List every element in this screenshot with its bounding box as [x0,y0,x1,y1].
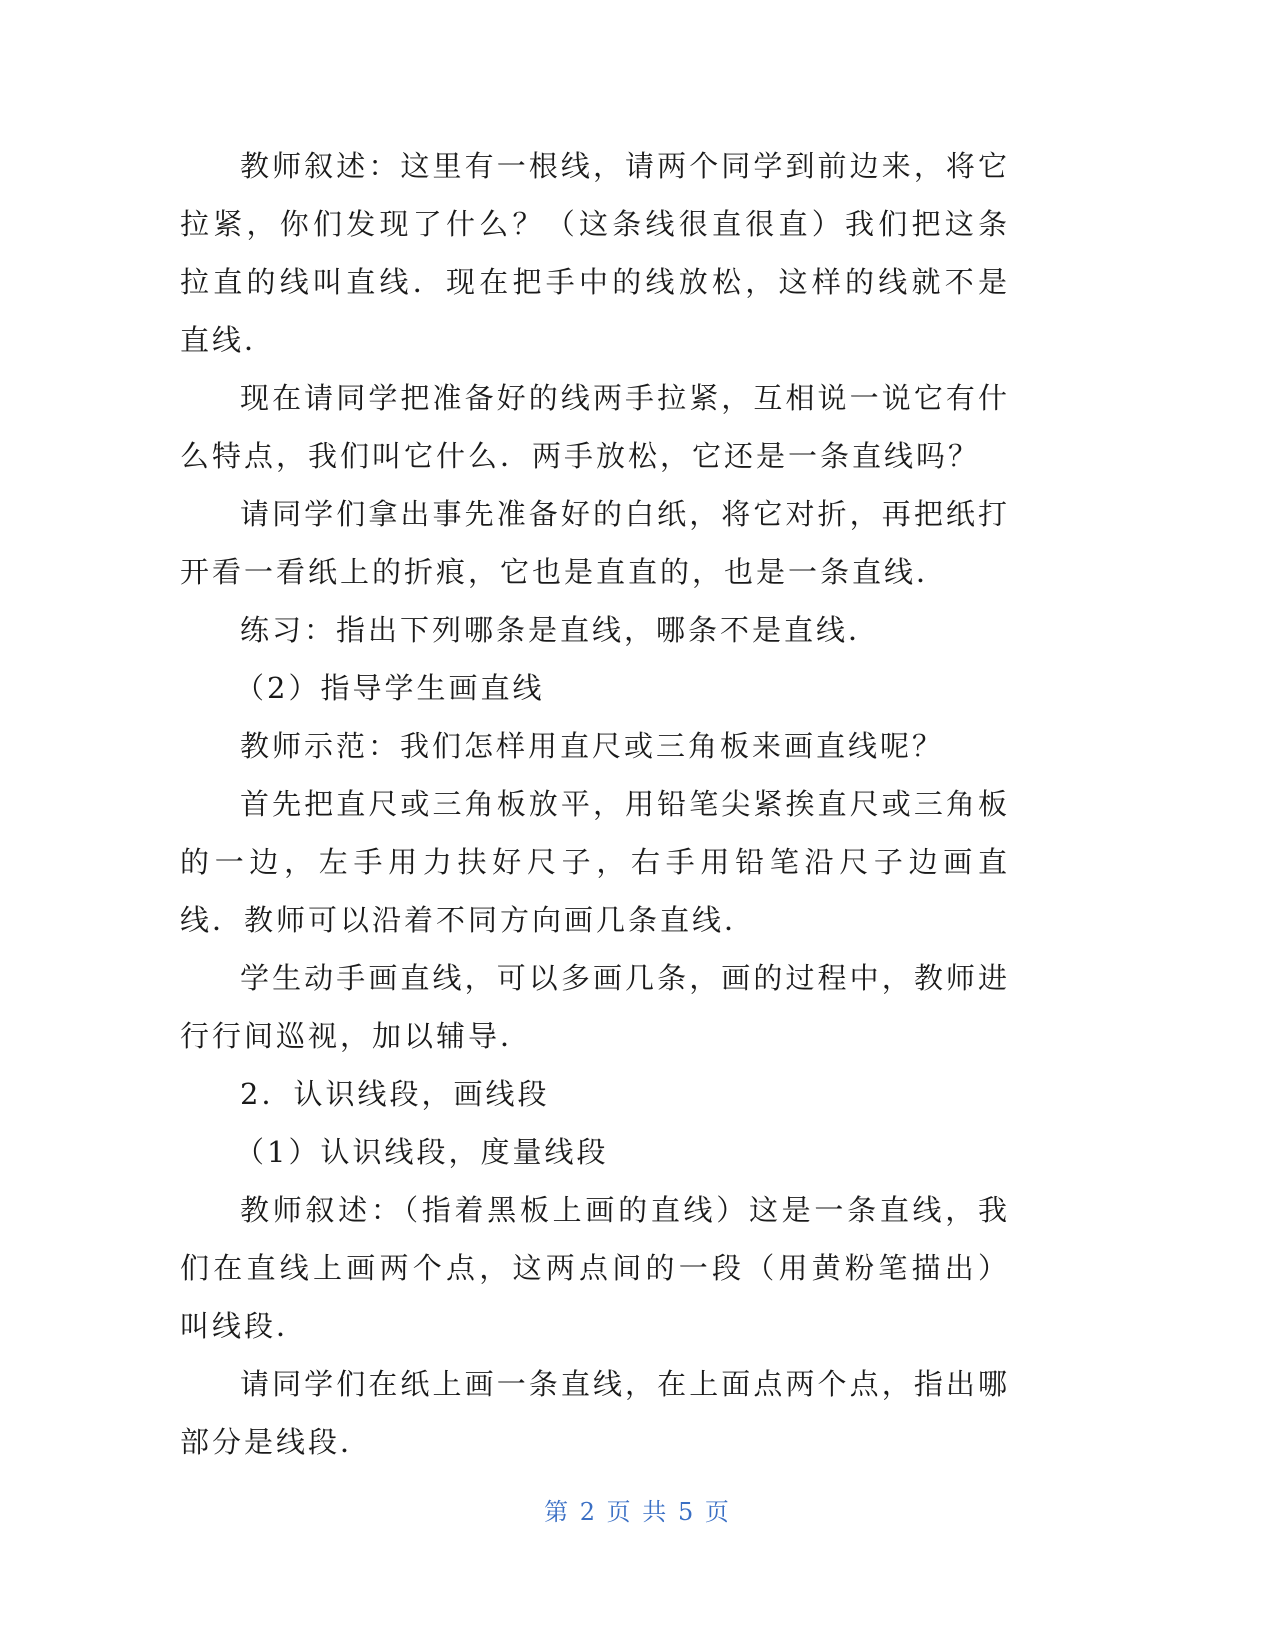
paragraph-teacher-narration: 教师叙述：这里有一根线，请两个同学到前边来，将它拉紧，你们发现了什么？（这条线很直很直）我们把这条拉直的线叫直线．现在把手中的线放松，这样的线就不是直线． [180,149,1010,357]
paragraph-fold-paper: 请同学们拿出事先准备好的白纸，将它对折，再把纸打开看一看纸上的折痕，它也是直直的，也是一条直线． [180,497,1010,589]
paragraph-students-pull-line: 现在请同学把准备好的线两手拉紧，互相说一说它有什么特点，我们叫它什么．两手放松，它还是一条直线吗？ [180,381,1010,473]
paragraph-exercise: 练习：指出下列哪条是直线，哪条不是直线． [240,613,881,647]
paragraph-teacher-demo: 教师示范：我们怎样用直尺或三角板来画直线呢？ [240,729,945,763]
subheading-measure-segment: （1）认识线段，度量线段 [235,1135,609,1169]
page-body [180,137,1010,1471]
paragraph-segment-exercise: 请同学们在纸上画一条直线，在上面点两个点，指出哪部分是线段． [180,1367,1010,1459]
section-heading-line-segment: 2．认识线段，画线段 [240,1077,550,1111]
paragraph-students-draw: 学生动手画直线，可以多画几条，画的过程中，教师进行行间巡视，加以辅导． [180,961,1010,1053]
page-number-footer: 第 2 页 共 5 页 [544,1498,731,1526]
paragraph-segment-definition: 教师叙述：（指着黑板上画的直线）这是一条直线，我们在直线上画两个点，这两点间的一段（用黄粉笔描出）叫线段． [180,1193,1010,1343]
paragraph-drawing-steps: 首先把直尺或三角板放平，用铅笔尖紧挨直尺或三角板的一边，左手用力扶好尺子，右手用铅笔沿尺子边画直线．教师可以沿着不同方向画几条直线． [180,787,1010,937]
subheading-draw-line: （2）指导学生画直线 [235,671,545,705]
